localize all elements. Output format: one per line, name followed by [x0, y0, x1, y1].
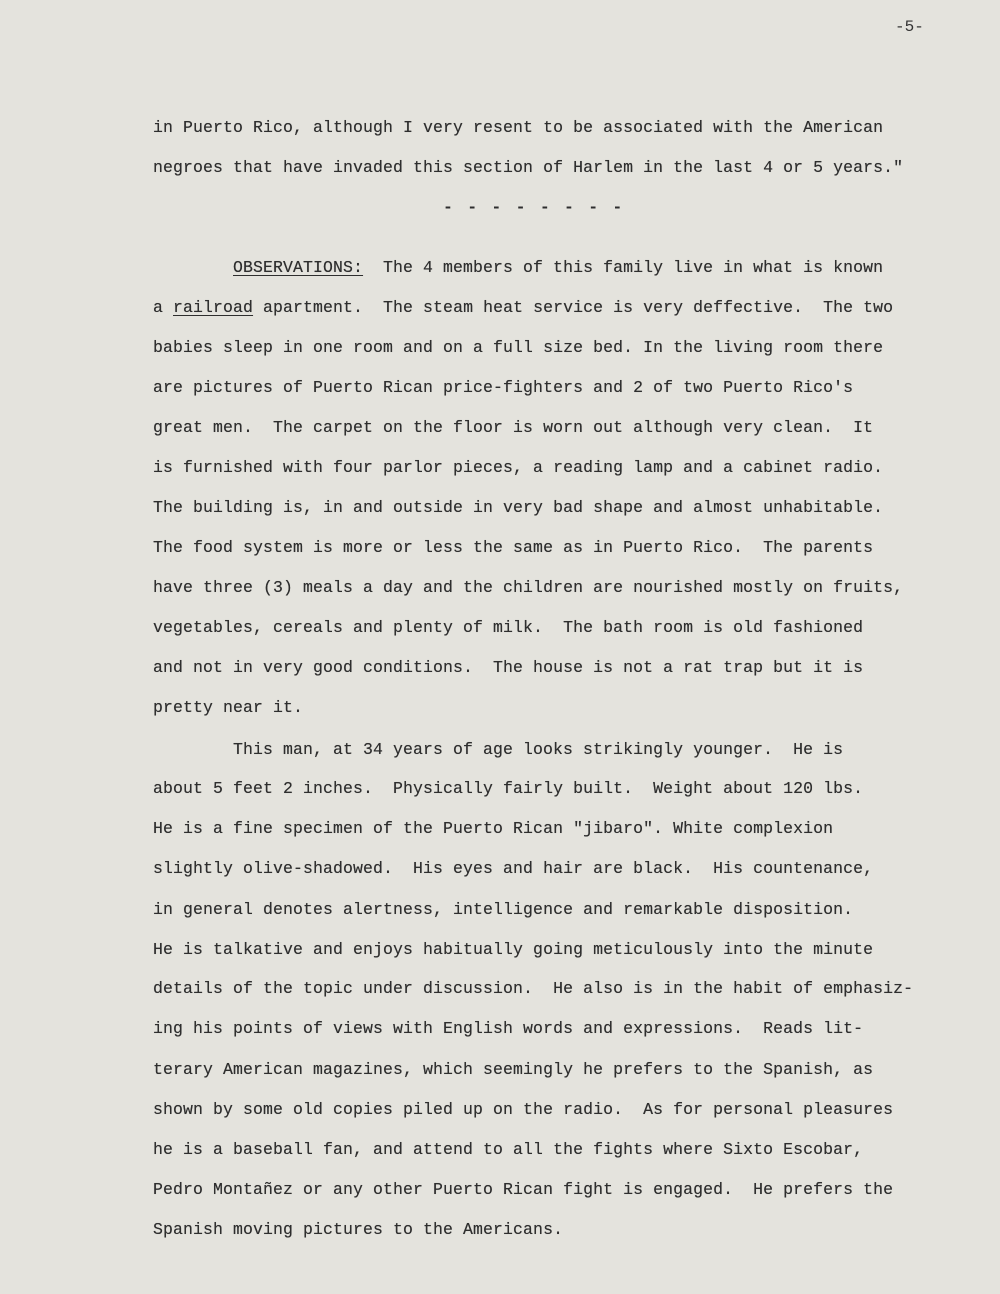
- text-line-4: [153, 298, 893, 317]
- railroad-underlined: railroad: [173, 298, 254, 317]
- text-line-18: slightly olive-shadowed. His eyes and hair are black. His countenance,: [153, 859, 874, 878]
- text-line-11: have three (3) meals a day and the children are nourished mostly on fruits,: [153, 578, 904, 597]
- text-line-5: babies sleep in one room and on a full size bed. In the living room there: [153, 338, 884, 357]
- observations-line: [233, 258, 883, 277]
- text-line-4-pre: a: [153, 298, 174, 317]
- observations-text: The 4 members of this family live in what is known: [363, 258, 884, 277]
- text-line-15: This man, at 34 years of age looks strikingly younger. He is: [233, 740, 844, 759]
- text-line-14: pretty near it.: [153, 698, 304, 717]
- text-line-12: vegetables, cereals and plenty of milk. The bath room is old fashioned: [153, 618, 864, 637]
- text-line-23: terary American magazines, which seemingly he prefers to the Spanish, as: [153, 1060, 874, 1079]
- text-line-6: are pictures of Puerto Rican price-fighters and 2 of two Puerto Rico's: [153, 378, 854, 397]
- text-line-13: and not in very good conditions. The house is not a rat trap but it is: [153, 658, 864, 677]
- text-line-21: details of the topic under discussion. He also is in the habit of emphasiz-: [153, 979, 914, 998]
- observations-label: OBSERVATIONS:: [233, 258, 364, 277]
- text-line-4-rest: apartment. The steam heat service is very deffective. The two: [253, 298, 894, 317]
- text-line-10: The food system is more or less the same as in Puerto Rico. The parents: [153, 538, 874, 557]
- text-line-2: negroes that have invaded this section of Harlem in the last 4 or 5 years.": [153, 158, 904, 177]
- text-line-17: He is a fine specimen of the Puerto Rican "jibaro". White complexion: [153, 819, 834, 838]
- text-line-22: ing his points of views with English words and expressions. Reads lit-: [153, 1019, 864, 1038]
- text-line-1: in Puerto Rico, although I very resent to be associated with the American: [153, 118, 884, 137]
- text-line-9: The building is, in and outside in very bad shape and almost unhabitable.: [153, 498, 884, 517]
- text-line-26: Pedro Montañez or any other Puerto Rican fight is engaged. He prefers the: [153, 1180, 894, 1199]
- text-line-19: in general denotes alertness, intelligence and remarkable disposition.: [153, 900, 854, 919]
- text-line-7: great men. The carpet on the floor is worn out although very clean. It: [153, 418, 874, 437]
- text-line-8: is furnished with four parlor pieces, a reading lamp and a cabinet radio.: [153, 458, 884, 477]
- text-line-20: He is talkative and enjoys habitually going meticulously into the minute: [153, 940, 874, 959]
- text-line-25: he is a baseball fan, and attend to all the fights where Sixto Escobar,: [153, 1140, 864, 1159]
- page-number: -5-: [895, 18, 924, 36]
- text-line-16: about 5 feet 2 inches. Physically fairly built. Weight about 120 lbs.: [153, 779, 864, 798]
- section-divider: - - - - - - - -: [443, 198, 625, 217]
- text-line-24: shown by some old copies piled up on the radio. As for personal pleasures: [153, 1100, 894, 1119]
- text-line-27: Spanish moving pictures to the Americans.: [153, 1220, 564, 1239]
